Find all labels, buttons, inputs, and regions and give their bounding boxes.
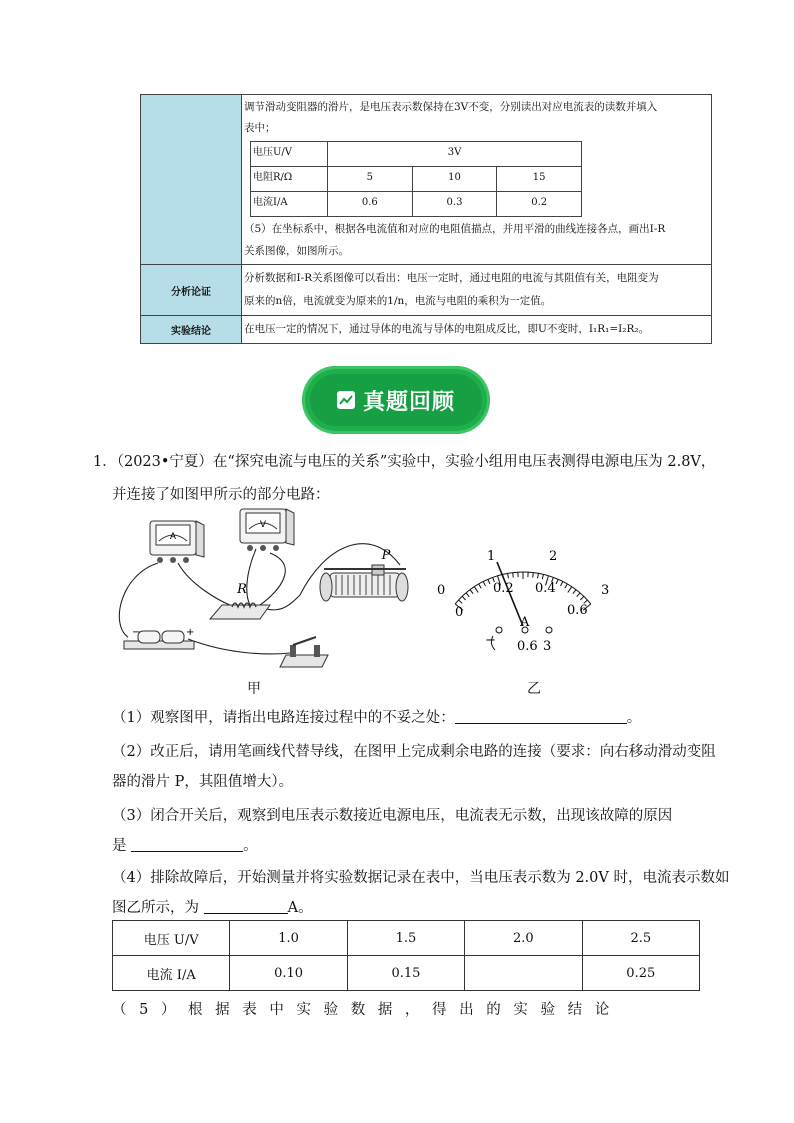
procedure-cell	[242, 95, 712, 265]
inner-current-1: 0.6	[328, 192, 413, 217]
circuit-figure	[110, 505, 420, 670]
section-badge	[302, 366, 490, 434]
terminal-minus: −	[485, 633, 496, 648]
voltage-current-table	[112, 920, 700, 991]
procedure-line-2: 表中；	[244, 122, 276, 134]
dial-tick	[577, 593, 580, 597]
voltmeter-device	[240, 509, 294, 551]
dial-tick	[556, 579, 558, 584]
inner-resistance-3: 15	[497, 167, 582, 192]
voltage-cell-2: 1.5	[347, 921, 464, 956]
dial-tick	[483, 582, 485, 586]
dial-tick	[470, 590, 473, 594]
dial-tick	[568, 587, 572, 593]
inner-voltage-value: 3V	[328, 142, 582, 167]
voltage-cell-3: 2.0	[465, 921, 582, 956]
dial-tick	[513, 573, 514, 578]
ammeter-device	[150, 521, 204, 563]
answer-blank-1[interactable]	[455, 709, 627, 724]
dial-tick	[580, 596, 583, 600]
inner-resistance-label: 电阻R/Ω	[251, 167, 328, 192]
question-line-1: 1．（2023•宁夏）在“探究电流与电压的关系”实验中，实验小组用电压表测得电源电压为 2.8V，	[93, 454, 716, 470]
dial-bottom-label-2: 0.4	[535, 581, 556, 596]
sub-question-5: （ 5 ） 根 据 表 中 实 验 数 据 ， 得 出 的 实 验 结 论	[112, 1002, 610, 1018]
dial-top-label-0: 0	[437, 583, 446, 598]
terminal-0-6: 0.6	[517, 639, 538, 654]
terminal-3: 3	[543, 639, 552, 654]
analysis-label: 分析论证	[141, 265, 242, 316]
dial-bottom-label-1: 0.2	[493, 581, 514, 596]
current-cell-1: 0.10	[230, 956, 347, 991]
resistance-current-table	[250, 141, 582, 217]
battery-plus-label: +	[186, 627, 195, 638]
chart-icon	[337, 391, 355, 409]
battery-device	[124, 627, 194, 649]
dial-bottom-label-3: 0.6	[567, 603, 588, 618]
section-title: 真题回顾	[362, 389, 455, 415]
voltage-cell-4: 2.5	[582, 921, 699, 956]
inner-resistance-2: 10	[412, 167, 497, 192]
dial-tick	[466, 593, 469, 597]
procedure-line-1: 调节滑动变阻器的滑片，是电压表示数保持在3V不变，分别读出对应电流表的读数并填入	[244, 101, 658, 113]
answer-blank-3[interactable]	[131, 837, 243, 852]
dial-tick	[508, 573, 509, 578]
inner-current-2: 0.3	[412, 192, 497, 217]
voltage-cell-1: 1.0	[230, 921, 347, 956]
sub-question-2-line-1: （2）改正后，请用笔画线代替导线，在图甲上完成剩余电路的连接（要求：向右移动滑动变阻	[112, 744, 716, 760]
dial-tick	[479, 584, 482, 588]
conclusion-label: 实验结论	[141, 316, 242, 344]
dial-tick	[533, 573, 534, 578]
dial-bottom-label-0: 0	[455, 605, 464, 620]
current-cell-4: 0.25	[582, 956, 699, 991]
dial-top-label-2: 2	[549, 549, 558, 564]
step5-line-2: 关系图像，如图所示。	[244, 245, 349, 257]
dial-tick	[561, 582, 563, 586]
dial-top-label-3: 3	[601, 583, 610, 598]
resistor-label: R	[237, 582, 247, 597]
dial-tick	[462, 596, 465, 600]
dial-tick	[488, 579, 490, 584]
sub-question-3-line-2: 是 。	[112, 838, 258, 854]
analysis-cell	[242, 265, 712, 316]
experiment-summary-table	[140, 94, 712, 344]
conclusion-text: 在电压一定的情况下，通过导体的电流与导体的电阻成反比，即U不变时，I₁R₁=I₂R₂。	[242, 316, 712, 344]
inner-voltage-label: 电压U/V	[251, 142, 328, 167]
ammeter-dial-figure	[425, 540, 625, 660]
battery-minus-label: −	[132, 627, 141, 638]
resistor-device	[210, 582, 270, 619]
analysis-line-1: 分析数据和I-R关系图像可以看出：电压一定时，通过电阻的电流与其阻值有关，电阻变为	[244, 272, 659, 284]
switch-device	[280, 637, 328, 667]
dial-tick	[474, 587, 478, 593]
dial-tick	[542, 574, 543, 579]
ammeter-label: A	[169, 532, 177, 542]
dial-tick	[538, 573, 539, 578]
question-line-2: 并连接了如图甲所示的部分电路：	[112, 487, 330, 503]
dial-unit-label: A	[520, 615, 530, 630]
dial-tick	[459, 600, 463, 603]
answer-blank-4[interactable]	[204, 899, 288, 914]
analysis-line-2: 原来的n倍，电流就变为原来的1/n，电流与电阻的乘积为一定值。	[244, 295, 552, 307]
rheostat-device	[320, 548, 408, 601]
sub-question-1: （1）观察图甲，请指出电路连接过程中的不妥之处： 。	[112, 710, 642, 726]
dial-tick	[565, 584, 568, 588]
inner-current-label: 电流I/A	[251, 192, 328, 217]
voltage-label: 电压 U/V	[113, 921, 230, 956]
step5-line-1: （5）在坐标系中，根据各电流值和对应的电阻值描点，并用平滑的曲线连接各点，画出I-R	[244, 223, 666, 235]
inner-resistance-1: 5	[328, 167, 413, 192]
inner-current-3: 0.2	[497, 192, 582, 217]
sub-question-2-line-2: 器的滑片 P，其阻值增大）。	[112, 774, 294, 790]
sub-question-3-line-1: （3）闭合开关后，观察到电压表示数接近电源电压，电流表无示数，出现该故障的原因	[112, 808, 673, 824]
sub-question-4-line-1: （4）排除故障后，开始测量并将实验数据记录在表中，当电压表示数为 2.0V 时，电流表示数如	[112, 870, 730, 886]
current-label: 电流 I/A	[113, 956, 230, 991]
slider-label: P	[381, 548, 391, 563]
current-cell-3[interactable]	[465, 956, 582, 991]
dial-tick	[573, 590, 576, 594]
dial-top-label-1: 1	[487, 549, 496, 564]
voltmeter-label: V	[259, 520, 267, 530]
sub-question-4-line-2: 图乙所示，为 A。	[112, 900, 313, 916]
figure-b-caption: 乙	[527, 681, 541, 697]
current-cell-2: 0.15	[347, 956, 464, 991]
procedure-label-cell	[141, 95, 242, 265]
figure-a-caption: 甲	[247, 681, 261, 697]
